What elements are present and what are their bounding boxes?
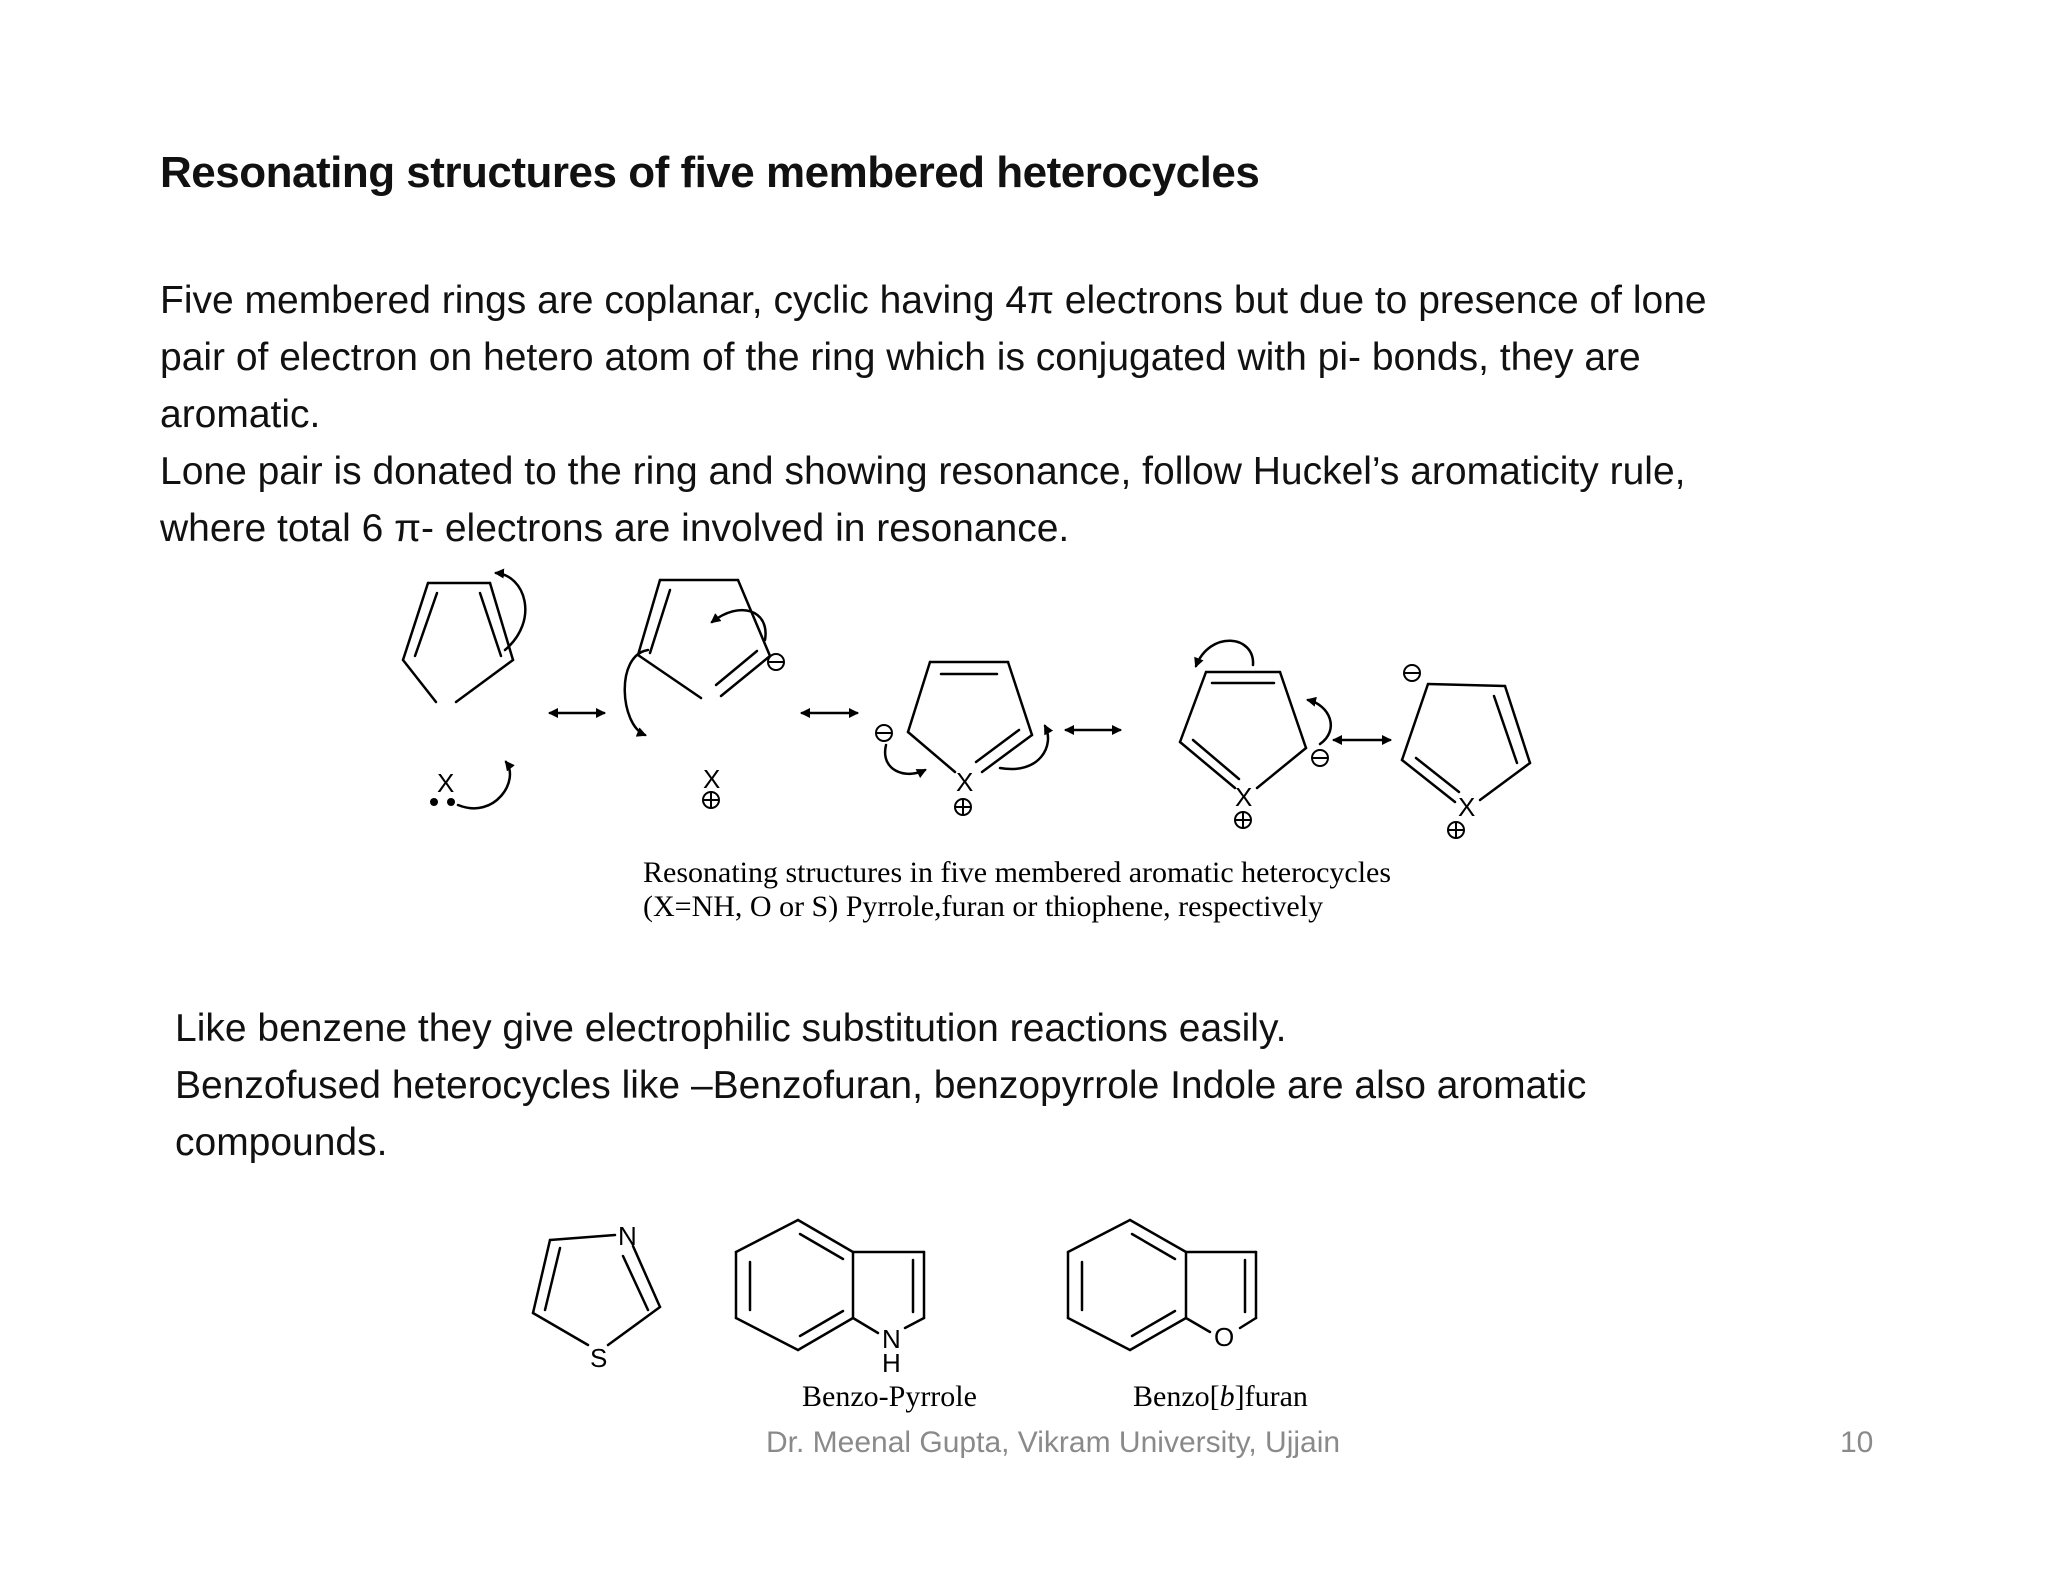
benzofuran-name-prefix: Benzo[	[1133, 1380, 1220, 1413]
caption-line: Resonating structures in five membered aromatic heterocycles	[643, 856, 1392, 889]
outro-line: compounds.	[175, 1121, 388, 1164]
nitrogen-atom-label: N	[618, 1221, 637, 1251]
benzopyrrole-name: Benzo-Pyrrole	[802, 1380, 977, 1413]
hetero-atom-label: X	[437, 768, 455, 798]
footer-author: Dr. Meenal Gupta, Vikram University, Ujjain	[766, 1426, 1341, 1459]
intro-line: Five membered rings are coplanar, cyclic having 4π electrons but due to presence of lone	[160, 279, 1707, 322]
benzofuran-name-suffix: ]furan	[1234, 1380, 1308, 1413]
intro-line: Lone pair is donated to the ring and showing resonance, follow Huckel’s aromaticity rule,	[160, 450, 1686, 493]
hetero-atom-label: X	[1458, 792, 1476, 822]
benzopyrrole-label	[802, 1380, 977, 1414]
benzofuran-name-italic: b	[1219, 1380, 1235, 1413]
benzopyrrole-structure	[736, 1220, 924, 1378]
benzofuran-structure	[1068, 1220, 1256, 1352]
thiazole-structure	[533, 1221, 660, 1373]
sulfur-atom-label: S	[590, 1343, 608, 1373]
benzofuran-label	[1133, 1380, 1308, 1414]
slide-title: Resonating structures of five membered heterocycles	[160, 148, 1260, 197]
outro-line: Like benzene they give electrophilic substitution reactions easily.	[175, 1007, 1287, 1050]
oxygen-atom-label: O	[1214, 1322, 1235, 1352]
intro-line: pair of electron on hetero atom of the ring which is conjugated with pi- bonds, they are	[160, 336, 1641, 379]
hetero-atom-label: X	[956, 767, 974, 797]
benzofuran-name	[1133, 1380, 1308, 1414]
page-number: 10	[1840, 1426, 1874, 1459]
intro-line: aromatic.	[160, 393, 321, 436]
caption-line: (X=NH, O or S) Pyrrole,furan or thiophene, respectively	[643, 890, 1324, 923]
nitrogen-atom-label: N	[882, 1324, 901, 1354]
intro-line: where total 6 π- electrons are involved in resonance.	[160, 507, 1070, 550]
hydrogen-atom-label: H	[882, 1348, 901, 1378]
outro-line: Benzofused heterocycles like –Benzofuran, benzopyrrole Indole are also aromatic	[175, 1064, 1587, 1107]
hetero-atom-label: X	[703, 764, 721, 794]
hetero-atom-label: X	[1235, 782, 1253, 812]
